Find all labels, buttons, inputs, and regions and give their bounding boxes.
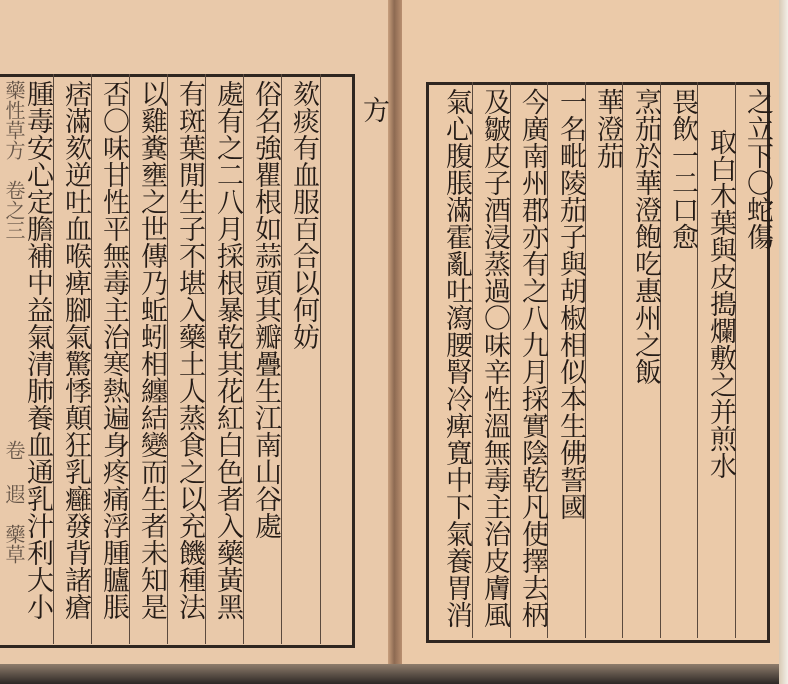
margin-footer: 卷 遐 藥草: [2, 440, 26, 564]
column-rule: [281, 74, 282, 644]
column-rule: [243, 74, 244, 644]
text-column: 取白木葉與皮搗爛敷之并煎水: [705, 128, 736, 479]
book-gutter: [388, 0, 402, 672]
text-column: 痞滿欬逆吐血喉痺腳氣驚悸顛狂乳癰發背諸瘡: [60, 80, 91, 620]
column-rule: [510, 82, 511, 638]
text-column: 否〇味甘性平無毒主治寒熱遍身疼痛浮腫臚脹: [98, 80, 129, 620]
bottom-shadow: [0, 664, 788, 684]
text-column: 欬痰有血服百合以何妨: [288, 80, 319, 350]
text-column: 腫毒安心定膽補中益氣清肺養血通乳汁利大小: [22, 80, 53, 620]
text-column: 烹茄於華澄飽吃惠州之飯: [630, 88, 661, 385]
text-column: 方: [358, 96, 389, 123]
text-column: 之立下〇蛇傷: [742, 88, 773, 250]
column-rule: [320, 74, 321, 644]
text-column: 以雞糞壅之世傳乃蚯蚓相纏結變而生者未知是: [136, 80, 167, 620]
text-column: 有斑葉閒生子不堪入藥土人蒸食之以充饑種法: [174, 80, 205, 620]
text-column: 一名毗陵茄子與胡椒相似本生佛誓國: [555, 88, 586, 520]
column-rule: [472, 82, 473, 638]
text-column: 華澄茄: [592, 88, 623, 169]
text-column: 今廣南州郡亦有之八九月採實陰乾凡使擇去柄: [517, 88, 548, 628]
page-edge: [779, 0, 788, 684]
column-rule: [167, 74, 168, 644]
text-column: 氣心腹脹滿霍亂吐瀉腰腎冷痺寬中下氣養胃消: [441, 88, 472, 628]
text-column: 處有之二八月採根暴乾其花紅白色者入藥黃黑: [212, 80, 243, 620]
column-rule: [129, 74, 130, 644]
margin-header: 藥性草方 卷之三: [2, 80, 26, 240]
text-column: 及皺皮子酒浸蒸過〇味辛性溫無毒主治皮膚風: [479, 88, 510, 628]
text-column: 俗名強瞿根如蒜頭其瓣疊生江南山谷處: [250, 80, 281, 539]
column-rule: [205, 74, 206, 644]
column-rule: [91, 74, 92, 644]
column-rule: [53, 74, 54, 644]
text-column: 畏飲一二口愈: [667, 88, 698, 250]
